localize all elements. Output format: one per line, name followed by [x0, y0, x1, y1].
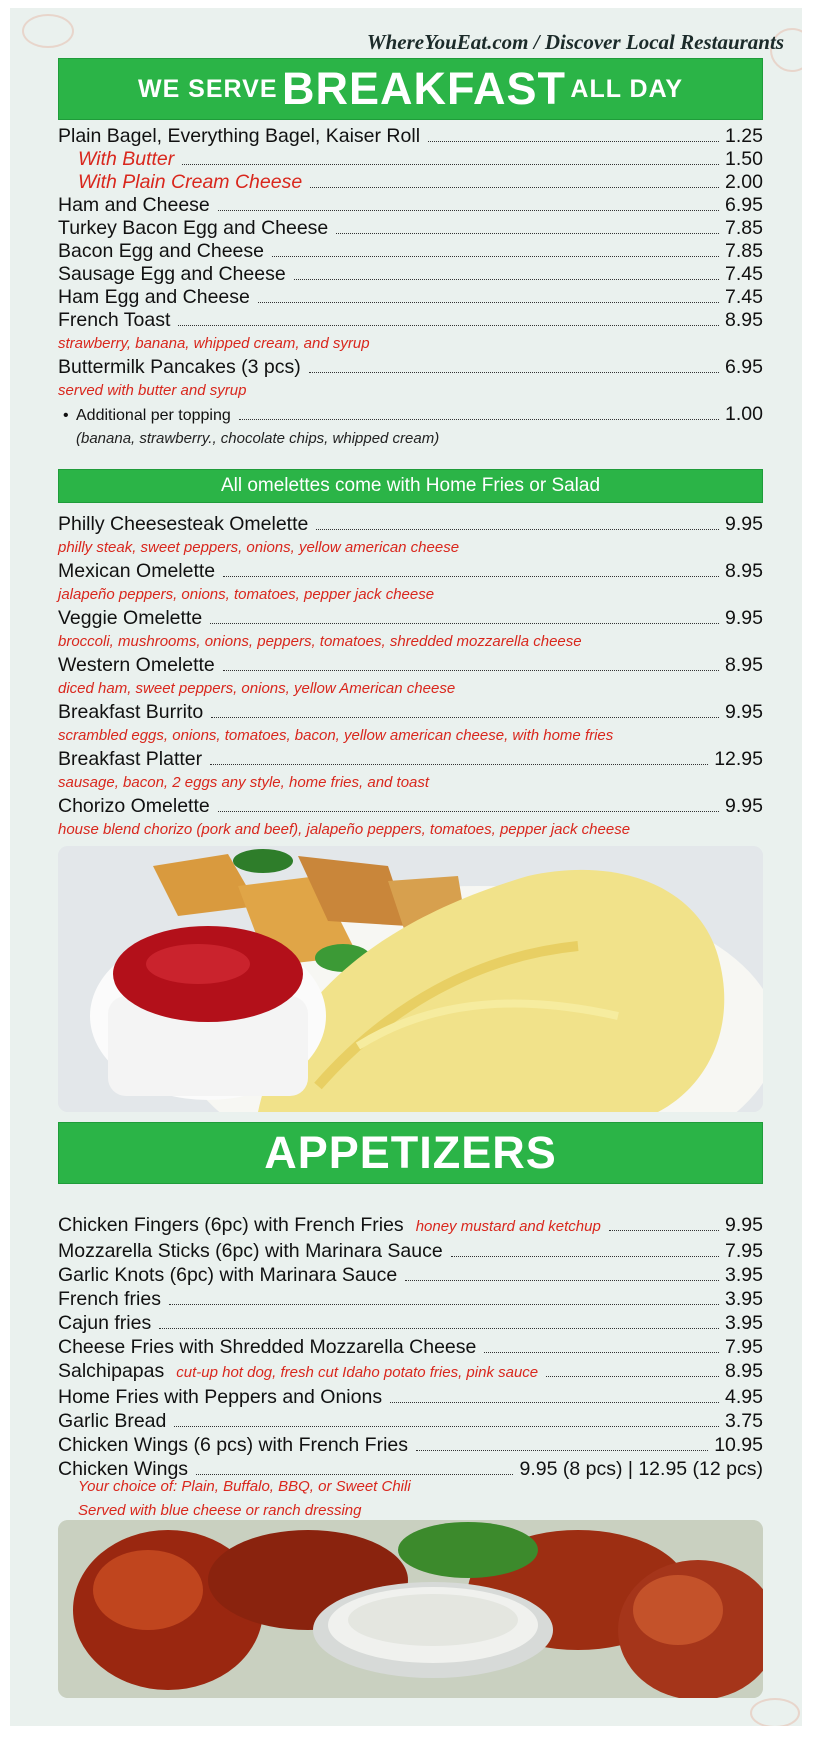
watermark: WhereYouEat.com / Discover Local Restaurants	[366, 30, 784, 54]
menu-item-name: Chicken Fingers (6pc) with French Fries	[58, 1214, 404, 1236]
menu-item	[58, 654, 763, 677]
dot-leader	[310, 187, 719, 188]
dot-leader	[484, 1352, 719, 1353]
dot-leader	[309, 372, 719, 373]
dot-leader	[211, 717, 719, 718]
menu-item-description: diced ham, sweet peppers, onions, yellow American cheese	[58, 680, 456, 697]
dot-leader	[294, 279, 719, 280]
dot-leader	[239, 419, 719, 420]
dot-leader	[428, 141, 719, 142]
menu-item-description: jalapeño peppers, onions, tomatoes, pepper jack cheese	[58, 586, 435, 603]
menu-item	[58, 607, 763, 630]
menu-item	[58, 560, 763, 583]
menu-item	[58, 263, 763, 286]
dot-leader	[210, 764, 708, 765]
menu-item	[58, 125, 763, 148]
omelette-banner: All omelettes come with Home Fries or Salad	[58, 469, 763, 503]
dot-leader	[405, 1280, 719, 1281]
menu-item	[58, 309, 763, 332]
dot-leader	[258, 302, 719, 303]
menu-item-price: 3.95	[725, 1264, 763, 1286]
menu-item-name: Cheese Fries with Shredded Mozzarella Cheese	[58, 1336, 477, 1358]
dot-leader	[210, 623, 719, 624]
menu-item-price: 8.95	[725, 560, 763, 582]
menu-item	[58, 1239, 763, 1263]
dot-leader	[218, 210, 719, 211]
dot-leader	[182, 164, 719, 165]
menu-item-description: served with butter and syrup	[58, 382, 247, 399]
menu-item-name: Garlic Bread	[58, 1410, 167, 1432]
menu-item-name: With Plain Cream Cheese	[78, 171, 303, 193]
menu-item	[58, 171, 763, 194]
menu-item-price: 7.95	[725, 1240, 763, 1262]
dot-leader	[223, 670, 719, 671]
menu-item	[58, 1409, 763, 1433]
dot-leader	[159, 1328, 719, 1329]
banner-suffix: ALL DAY	[570, 75, 684, 103]
dot-leader	[316, 529, 719, 530]
menu-item	[58, 1385, 763, 1409]
topping-label: • Additional per topping	[58, 404, 231, 427]
omelette-photo	[58, 846, 763, 1112]
menu-item-name: Western Omelette	[58, 654, 215, 676]
menu-item-description: strawberry, banana, whipped cream, and syrup	[58, 335, 370, 352]
menu-item-price: 4.95	[725, 1386, 763, 1408]
menu-item-price: 3.95	[725, 1312, 763, 1334]
omelette-photo-image	[58, 846, 763, 1112]
menu-item	[58, 1359, 763, 1385]
menu-item-price: 9.95 (8 pcs) | 12.95 (12 pcs)	[519, 1458, 763, 1480]
wings-note: Served with blue cheese or ranch dressing	[78, 1502, 362, 1519]
breakfast-banner	[58, 58, 763, 120]
menu-item-price: 2.00	[725, 171, 763, 193]
menu-item	[58, 1263, 763, 1287]
menu-item-name: Cajun fries	[58, 1312, 152, 1334]
breakfast-list	[58, 125, 763, 451]
menu-item-note: cut-up hot dog, fresh cut Idaho potato fries, pink sauce	[176, 1364, 539, 1381]
dot-leader	[218, 811, 719, 812]
menu-item-name: Ham Egg and Cheese	[58, 286, 250, 308]
menu-item-price: 6.95	[725, 356, 763, 378]
menu-item-price: 9.95	[725, 701, 763, 723]
menu-item	[58, 1311, 763, 1335]
menu-item-name: Plain Bagel, Everything Bagel, Kaiser Roll	[58, 125, 421, 147]
menu-item	[58, 356, 763, 379]
menu-item-name: Chorizo Omelette	[58, 795, 210, 817]
menu-item	[58, 1433, 763, 1457]
menu-item-name: French fries	[58, 1288, 161, 1310]
menu-item	[58, 286, 763, 309]
omelette-list	[58, 513, 763, 842]
menu-item-name: Mozzarella Sticks (6pc) with Marinara Sauce	[58, 1240, 443, 1262]
menu-item	[58, 795, 763, 818]
menu-item-name: French Toast	[58, 309, 171, 331]
menu-item-price: 10.95	[714, 1434, 763, 1456]
dot-leader	[451, 1256, 719, 1257]
menu-item-description: sausage, bacon, 2 eggs any style, home fries, and toast	[58, 774, 430, 791]
menu-item-name: With Butter	[78, 148, 175, 170]
doodle-illustration	[750, 1698, 800, 1726]
dot-leader	[223, 576, 719, 577]
menu-item-name: Buttermilk Pancakes (3 pcs)	[58, 356, 301, 378]
topping-price: 1.00	[725, 403, 763, 425]
wings-note: Your choice of: Plain, Buffalo, BBQ, or Sweet Chili	[78, 1478, 411, 1495]
appetizer-list	[58, 1213, 763, 1481]
menu-item	[58, 701, 763, 724]
menu-item-name: Mexican Omelette	[58, 560, 216, 582]
menu-item	[58, 240, 763, 263]
menu-item-description: scrambled eggs, onions, tomatoes, bacon, yellow american cheese, with home fries	[58, 727, 614, 744]
wings-photo	[58, 1520, 763, 1698]
wings-notes	[58, 1475, 763, 1523]
menu-item-price: 1.25	[725, 125, 763, 147]
menu-item-name: Garlic Knots (6pc) with Marinara Sauce	[58, 1264, 398, 1286]
menu-item-price: 8.95	[725, 309, 763, 331]
menu-item-price: 8.95	[725, 654, 763, 676]
menu-item-price: 12.95	[714, 748, 763, 770]
menu-item-price: 3.95	[725, 1288, 763, 1310]
menu-item-price: 8.95	[725, 1360, 763, 1382]
menu-item-price: 7.85	[725, 240, 763, 262]
menu-item-description: house blend chorizo (pork and beef), jalapeño peppers, tomatoes, pepper jack cheese	[58, 821, 631, 838]
menu-item-price: 7.95	[725, 1336, 763, 1358]
banner-title: BREAKFAST	[281, 63, 566, 114]
dot-leader	[169, 1304, 719, 1305]
topping-item	[58, 403, 763, 427]
menu-item	[58, 748, 763, 771]
menu-item-name: Salchipapas	[58, 1360, 165, 1382]
menu-item-description: broccoli, mushrooms, onions, peppers, tomatoes, shredded mozzarella cheese	[58, 633, 582, 650]
dot-leader	[609, 1230, 719, 1231]
dot-leader	[272, 256, 719, 257]
menu-item-price: 6.95	[725, 194, 763, 216]
wings-photo-image	[58, 1520, 763, 1698]
menu-item-price: 7.45	[725, 263, 763, 285]
dot-leader	[416, 1450, 708, 1451]
menu-item-name: Breakfast Platter	[58, 748, 203, 770]
menu-item-name: Chicken Wings	[58, 1458, 189, 1480]
menu-item-price: 9.95	[725, 607, 763, 629]
menu-item-price: 9.95	[725, 795, 763, 817]
menu-item-price: 9.95	[725, 1214, 763, 1236]
banner-prefix: WE SERVE	[137, 75, 278, 103]
dot-leader	[178, 325, 719, 326]
appetizers-banner: APPETIZERS	[58, 1122, 763, 1184]
menu-item-name: Home Fries with Peppers and Onions	[58, 1386, 383, 1408]
topping-note: (banana, strawberry., chocolate chips, whipped cream)	[76, 430, 440, 447]
menu-item	[58, 1213, 763, 1239]
menu-item-description: philly steak, sweet peppers, onions, yellow american cheese	[58, 539, 460, 556]
dot-leader	[174, 1426, 719, 1427]
menu-item	[58, 1335, 763, 1359]
doodle-illustration	[22, 14, 74, 48]
menu-item-price: 9.95	[725, 513, 763, 535]
dot-leader	[390, 1402, 719, 1403]
menu-item-name: Breakfast Burrito	[58, 701, 204, 723]
menu-item	[58, 217, 763, 240]
menu-item-name: Philly Cheesesteak Omelette	[58, 513, 309, 535]
menu-item-note: honey mustard and ketchup	[415, 1218, 601, 1235]
menu-item	[58, 513, 763, 536]
dot-leader	[546, 1376, 719, 1377]
menu-item-name: Chicken Wings (6 pcs) with French Fries	[58, 1434, 409, 1456]
menu-item-name: Bacon Egg and Cheese	[58, 240, 264, 262]
menu-item-name: Turkey Bacon Egg and Cheese	[58, 217, 329, 239]
menu-item-price: 7.45	[725, 286, 763, 308]
menu-page	[10, 8, 802, 1726]
menu-item	[58, 148, 763, 171]
menu-item-price: 7.85	[725, 217, 763, 239]
menu-item-price: 1.50	[725, 148, 763, 170]
menu-item	[58, 1287, 763, 1311]
menu-item-price: 3.75	[725, 1410, 763, 1432]
menu-item-name: Ham and Cheese	[58, 194, 210, 216]
menu-item-name: Sausage Egg and Cheese	[58, 263, 286, 285]
menu-item-name: Veggie Omelette	[58, 607, 203, 629]
menu-item	[58, 194, 763, 217]
dot-leader	[336, 233, 719, 234]
